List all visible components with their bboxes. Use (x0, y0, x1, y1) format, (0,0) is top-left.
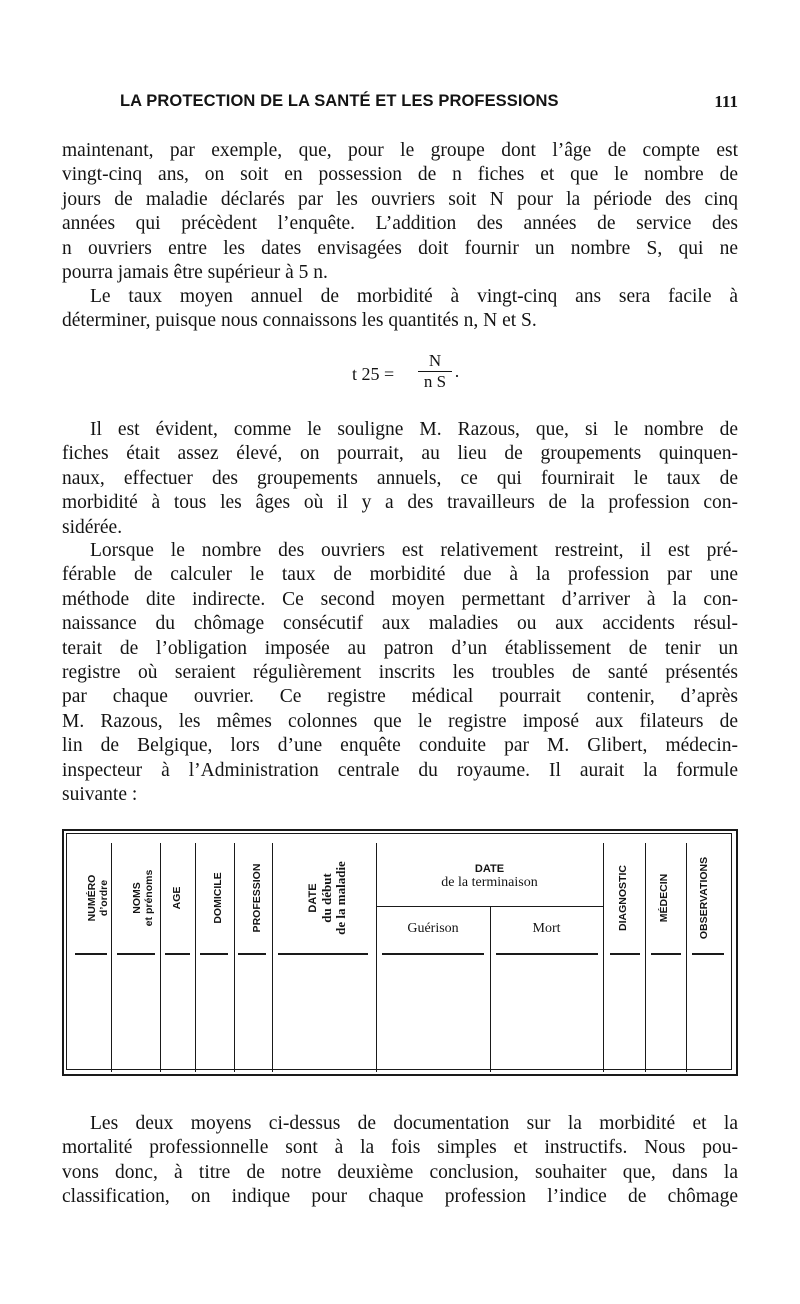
text-line: n ouvriers entre les dates envisagées doit fournir un nombre S, qui ne (62, 237, 738, 259)
text-line: années qui précèdent l’enquête. L’addition des années de service des (62, 213, 738, 235)
text-line: maintenant, par exemple, que, pour le groupe dont l’âge de compte est (62, 140, 738, 161)
column-header-date-fin: DATE de la terminaison (441, 863, 538, 890)
column-header-numero: NUMÉRO d’ordre (86, 874, 110, 922)
header-underline (117, 953, 155, 955)
formula-trailing: · (454, 366, 460, 386)
header-underline (165, 953, 190, 955)
column-header-profession: PROFESSION (251, 863, 263, 933)
paragraph-1 (62, 139, 738, 285)
text-line: vons donc, à titre de notre deuxième conclusion, souhaiter que, dans la (62, 1161, 738, 1183)
text-line: naux, effectuer des groupements annuels, ce qui fournirait le taux de (62, 467, 738, 489)
text-line: inspecteur à l’Administration centrale du royaume. Il aurait la formule (62, 759, 738, 781)
formula-lhs: t 25 = (352, 364, 395, 384)
text-line: lin de Belgique, lors d’une enquête conduite par M. Glibert, médecin- (62, 735, 738, 757)
morbidity-formula (352, 352, 472, 398)
column-divider (603, 843, 604, 1072)
formula-numerator: N (428, 351, 442, 370)
text-line: Les deux moyens ci-dessus de documentation sur la morbidité et la (90, 1113, 738, 1134)
column-header-domicile: DOMICILE (212, 872, 224, 924)
running-header-title: LA PROTECTION DE LA SANTÉ ET LES PROFESSIONS (120, 92, 559, 110)
column-header-noms: NOMS et prénoms (131, 869, 155, 927)
text-line: fiches était assez élevé, on pourrait, au lieu de groupements quinquen- (62, 443, 738, 465)
column-header-observations: OBSERVATIONS (698, 856, 710, 940)
text-line: terait de l’obligation imposée au patron d’un établissement de tenir un (62, 637, 738, 659)
column-header-medecin: MÉDECIN (658, 873, 670, 923)
column-divider (272, 843, 273, 1072)
column-header-date-debut: DATE du début de la maladie (307, 861, 348, 935)
header-underline (382, 953, 484, 955)
text-line: vingt-cinq ans, on soit en possession de n fiches et que le nombre de (62, 164, 738, 186)
text-line: suivante : (62, 783, 138, 805)
paragraph-5 (62, 1112, 738, 1210)
text-line: Il est évident, comme le souligne M. Razous, que, si le nombre de (90, 419, 738, 440)
text-line: pourra jamais être supérieur à 5 n. (62, 261, 328, 283)
column-header-diagnostic: DIAGNOSTIC (617, 865, 629, 931)
paragraph-2 (62, 285, 738, 334)
text-line: classification, on indique pour chaque profession l’indice de chômage (62, 1186, 738, 1208)
header-underline (496, 953, 598, 955)
header-underline (651, 953, 681, 955)
paragraph-4 (62, 539, 738, 807)
text-line: férable de calculer le taux de morbidité due à la profession par une (62, 564, 738, 586)
subheader-divider (376, 906, 603, 907)
column-divider (645, 843, 646, 1072)
text-line: jours de maladie déclarés par les ouvriers soit N pour la période des cinq (62, 188, 738, 210)
header-underline (692, 953, 724, 955)
column-header-guerison: Guérison (407, 921, 459, 936)
text-line: registre où seraient régulièrement inscrits les troubles de santé présentés (62, 661, 738, 683)
header-underline (75, 953, 107, 955)
column-divider (686, 843, 687, 1072)
column-divider (234, 843, 235, 1072)
header-underline (200, 953, 228, 955)
text-line: mortalité professionnelle sont à la fois simples et instructifs. Nous pou- (62, 1137, 738, 1159)
column-header-mort: Mort (532, 921, 561, 936)
column-header-age: AGE (171, 886, 183, 910)
text-line: sidérée. (62, 516, 123, 538)
column-divider (160, 843, 161, 1072)
formula-denominator: n S (423, 372, 447, 391)
medical-register-table (62, 829, 738, 1076)
text-line: M. Razous, les mêmes colonnes que le registre imposé aux filateurs de (62, 710, 738, 732)
column-divider (195, 843, 196, 1072)
page-number: 111 (714, 92, 738, 111)
text-line: par chaque ouvrier. Ce registre médical pourrait contenir, d’après (62, 686, 738, 708)
header-underline (278, 953, 368, 955)
paragraph-3 (62, 418, 738, 540)
text-line: déterminer, puisque nous connaissons les quantités n, N et S. (62, 310, 537, 332)
text-line: morbidité à tous les âges où il y a des travailleurs de la profession con- (62, 492, 738, 514)
text-line: Lorsque le nombre des ouvriers est relativement restreint, il est pré- (90, 540, 738, 561)
text-line: Le taux moyen annuel de morbidité à vingt-cinq ans sera facile à (90, 286, 738, 307)
running-header (120, 92, 738, 116)
text-line: naissance du chômage consécutif aux maladies ou aux accidents résul- (62, 613, 738, 635)
text-line: méthode dite indirecte. Ce second moyen permettant d’arriver à la con- (62, 588, 738, 610)
header-underline (610, 953, 640, 955)
formula-fraction (418, 352, 452, 391)
header-underline (238, 953, 266, 955)
